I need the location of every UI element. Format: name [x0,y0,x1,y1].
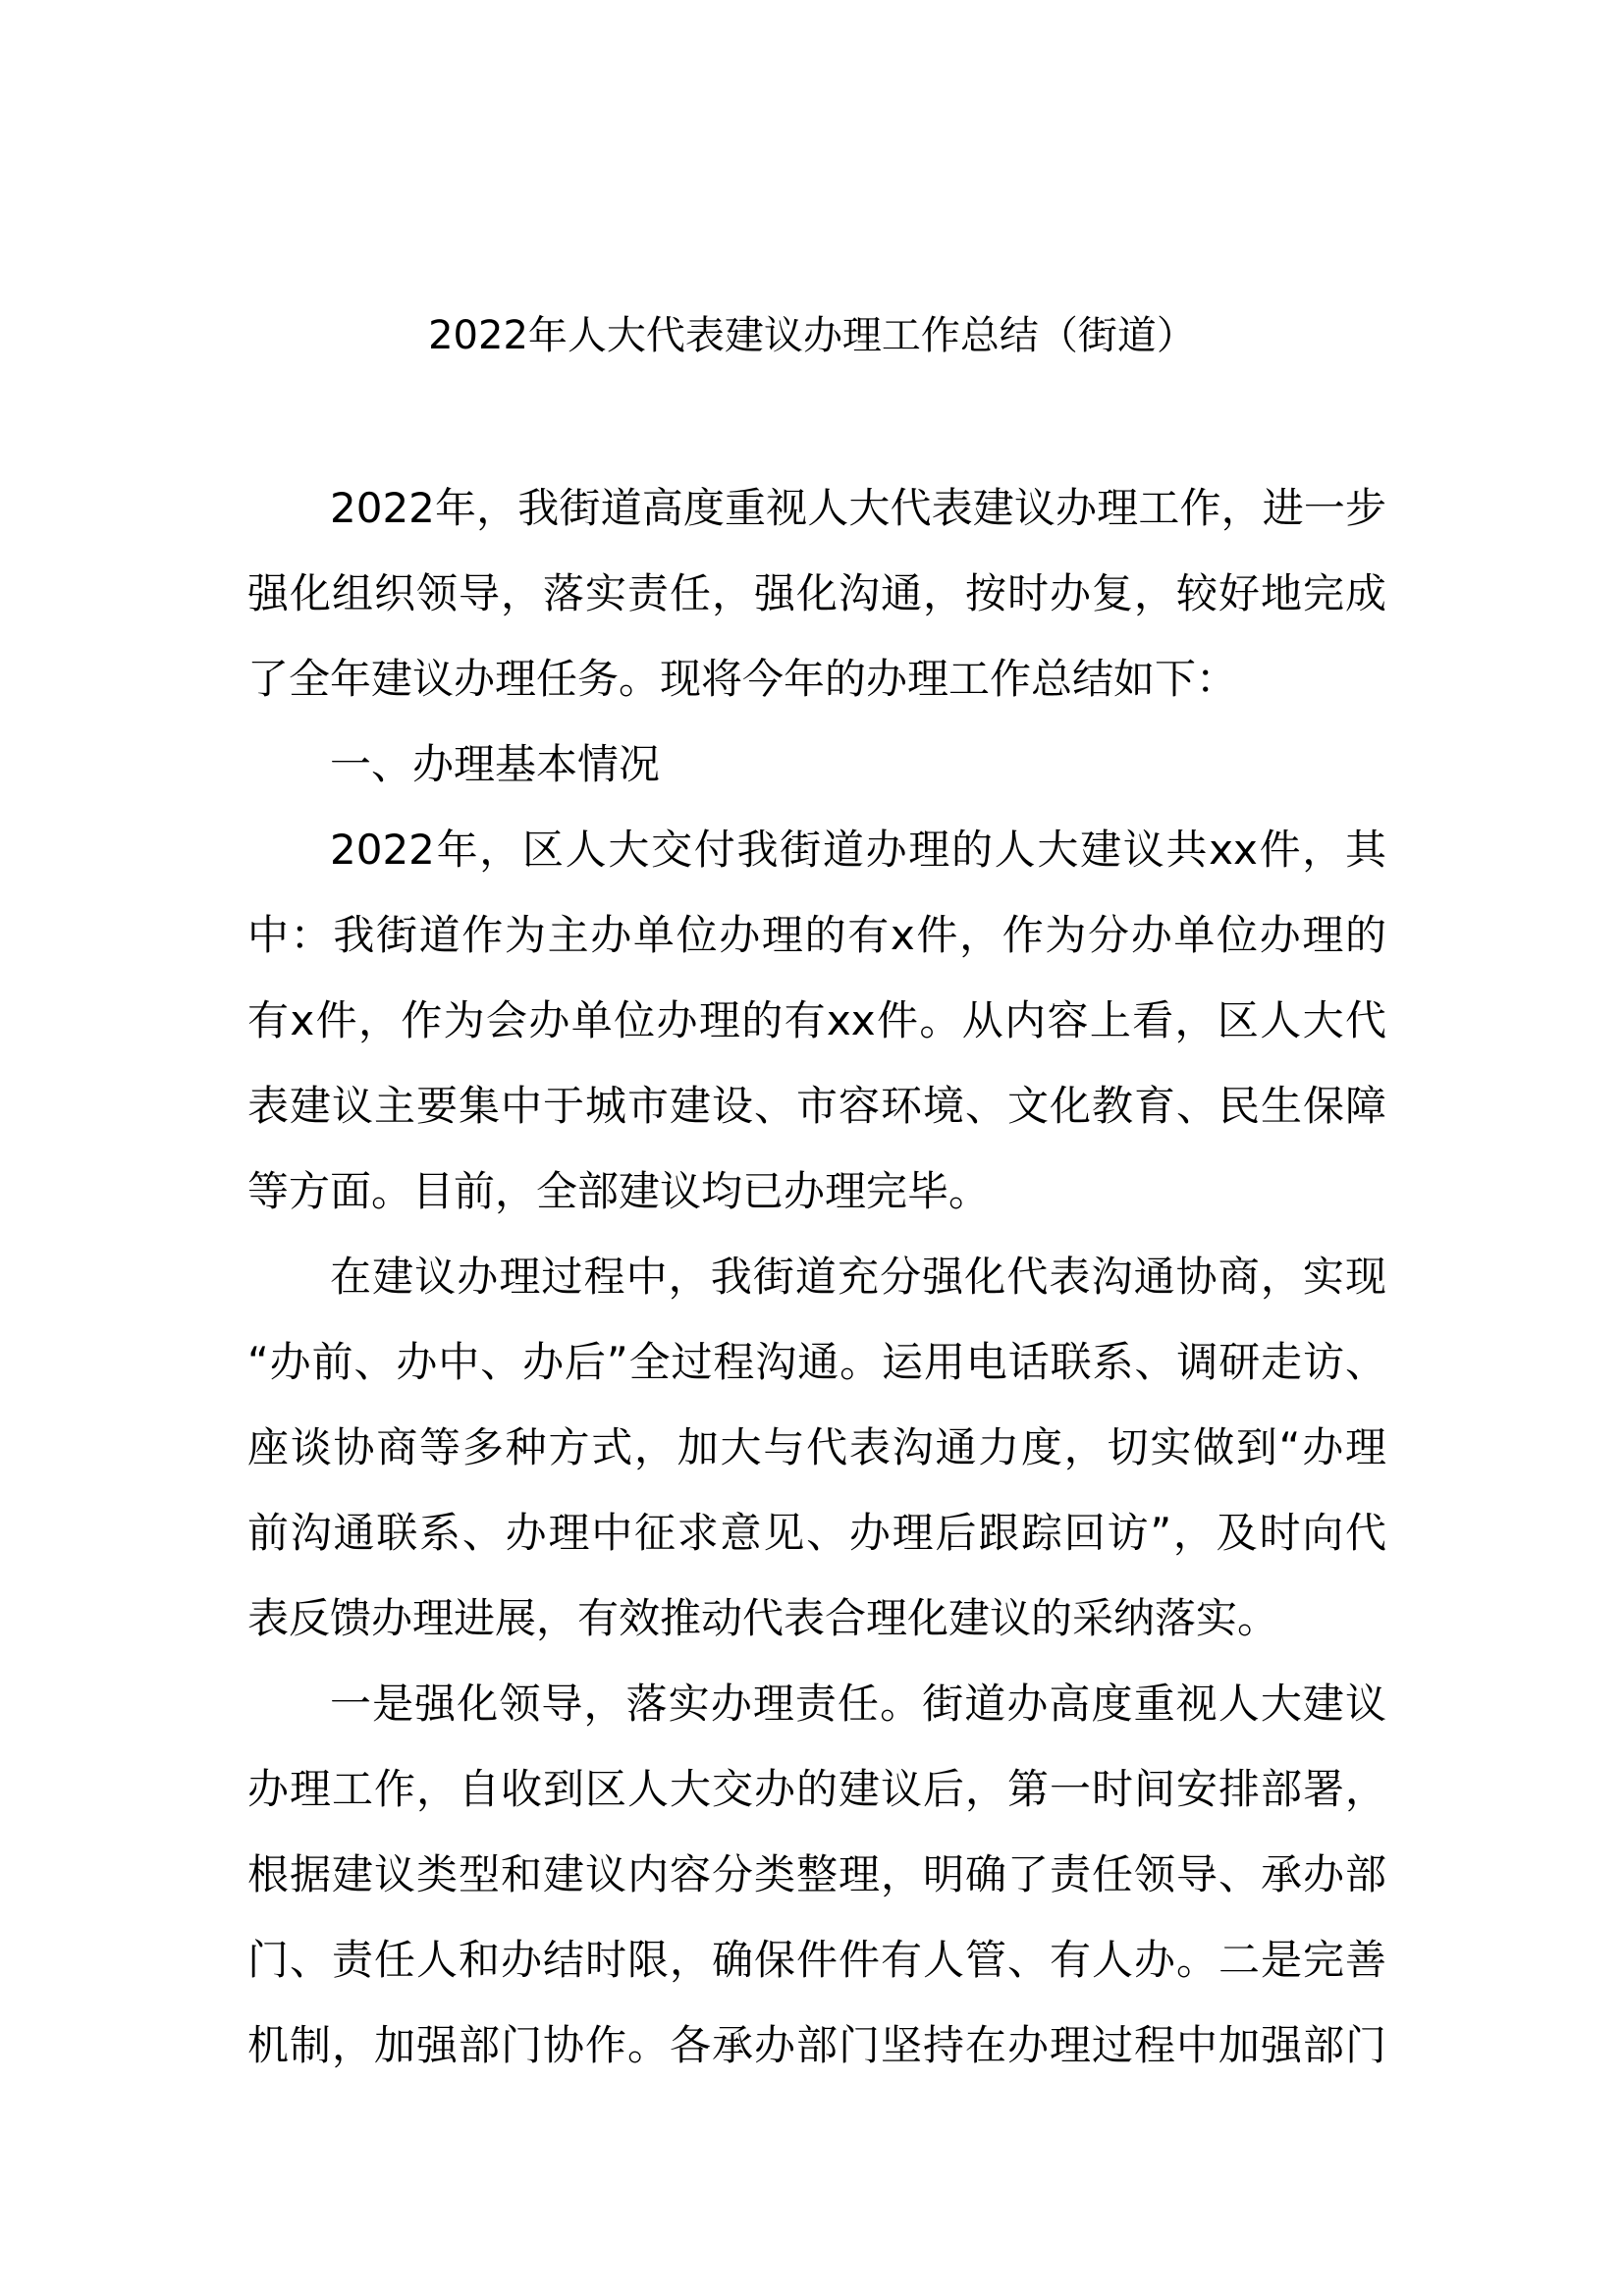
paragraph [247,721,1386,807]
text-line: 了全年建议办理任务。现将今年的办理工作总结如下： [247,655,1238,703]
paragraph [247,1234,1386,1661]
text-line: 办理工作，自收到区人大交办的建议后，第一时间安排部署， [247,1765,1386,1813]
text-line: 座谈协商等多种方式，加大与代表沟通力度，切实做到“办理 [247,1423,1386,1471]
text-line: 2022年，区人大交付我街道办理的人大建议共xx件，其 [330,826,1386,874]
text-line: 门、责任人和办结时限，确保件件有人管、有人办。二是完善 [247,1936,1386,1984]
text-line: 2022年，我街道高度重视人大代表建议办理工作，进一步 [330,484,1386,532]
text-line: 一是强化领导，落实办理责任。街道办高度重视人大建议 [330,1680,1386,1728]
paragraph [247,1661,1386,2088]
text-line: 一、办理基本情况 [330,740,661,788]
text-line: 根据建议类型和建议内容分类整理，明确了责任领导、承办部 [247,1850,1386,1898]
text-line: “办前、办中、办后”全过程沟通。运用电话联系、调研走访、 [247,1338,1386,1386]
text-line: 表反馈办理进展，有效推动代表合理化建议的采纳落实。 [247,1594,1279,1642]
text-line: 表建议主要集中于城市建设、市容环境、文化教育、民生保障 [247,1082,1386,1130]
text-line: 中：我街道作为主办单位办理的有x件，作为分办单位办理的 [247,911,1386,959]
paragraph [247,807,1386,1234]
text-line: 有x件，作为会办单位办理的有xx件。从内容上看，区人大代 [247,996,1386,1044]
text-line: 强化组织领导，落实责任，强化沟通，按时办复，较好地完成 [247,569,1386,617]
text-line: 在建议办理过程中，我街道充分强化代表沟通协商，实现 [330,1253,1386,1301]
paragraph [247,465,1386,721]
document-title: 2022年人大代表建议办理工作总结（街道） [428,313,1196,358]
text-line: 前沟通联系、办理中征求意见、办理后跟踪回访”，及时向代 [247,1509,1386,1557]
text-line: 机制，加强部门协作。各承办部门坚持在办理过程中加强部门 [247,2021,1386,2069]
text-line: 等方面。目前，全部建议均已办理完毕。 [247,1167,991,1215]
document-body [247,465,1386,2088]
